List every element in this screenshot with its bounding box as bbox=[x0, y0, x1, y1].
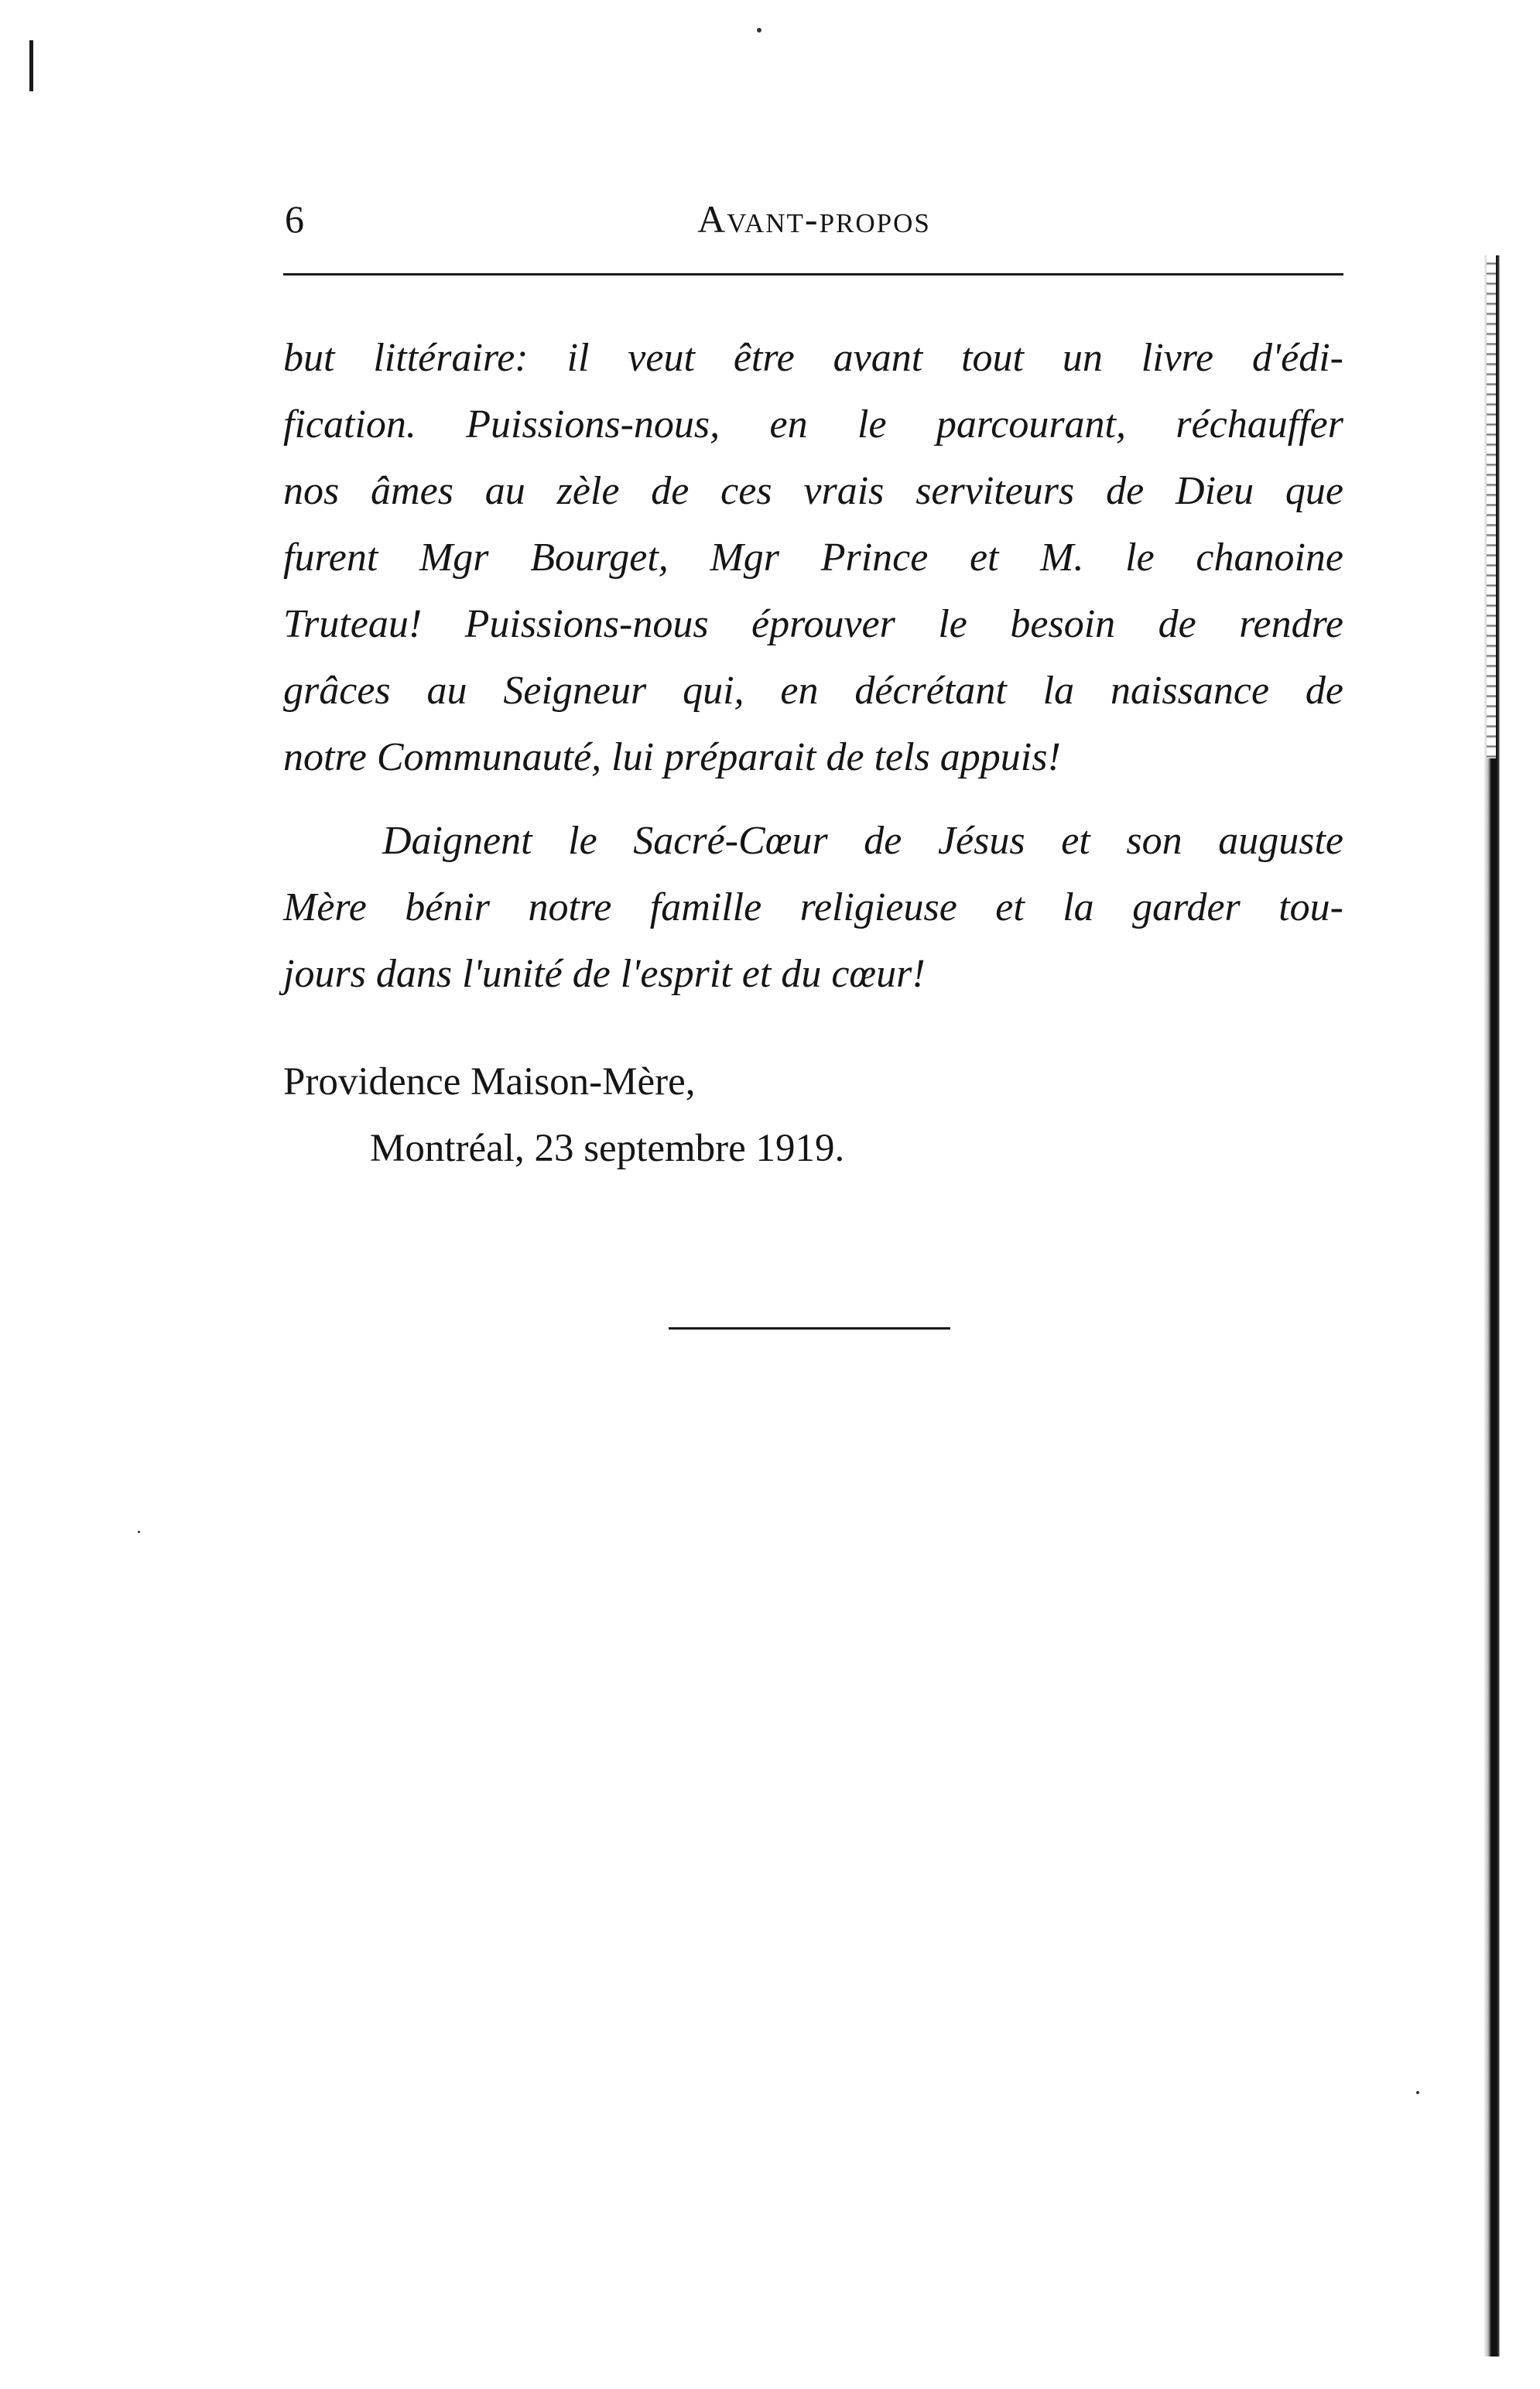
text-line: furent Mgr Bourget, Mgr Prince et M. le chanoine bbox=[283, 536, 1343, 580]
scan-speck bbox=[138, 1531, 140, 1533]
text-line: fication. Puissions-nous, en le parcourant, réchauffer bbox=[283, 402, 1343, 447]
text-line: notre Communauté, lui préparait de tels appuis! bbox=[283, 735, 1061, 779]
scan-right-edge-noise bbox=[1487, 255, 1496, 758]
text-line: but littéraire: il veut être avant tout un livre d'édi- bbox=[283, 336, 1343, 380]
signature-date: Montréal, 23 septembre 1919. bbox=[370, 1127, 845, 1170]
page-header bbox=[285, 192, 1343, 246]
body-text bbox=[283, 325, 1343, 1008]
end-rule bbox=[669, 1327, 950, 1330]
signature-place: Providence Maison-Mère, bbox=[283, 1060, 696, 1104]
paragraph-2 bbox=[283, 808, 1343, 1008]
page-number: 6 bbox=[285, 197, 304, 241]
paragraph-1 bbox=[283, 325, 1343, 791]
signature-block bbox=[283, 1049, 1343, 1182]
paragraph-gap bbox=[283, 791, 1343, 808]
scan-speck bbox=[1416, 2091, 1419, 2094]
text-line: jours dans l'unité de l'esprit et du cœur! bbox=[283, 952, 926, 996]
scan-margin-mark bbox=[29, 40, 33, 91]
text-line: Daignent le Sacré-Cœur de Jésus et son auguste bbox=[382, 819, 1343, 863]
text-line: grâces au Seigneur qui, en décrétant la naissance de bbox=[283, 669, 1343, 713]
header-rule bbox=[283, 273, 1343, 276]
text-line: Truteau! Puissions-nous éprouver le besoin de rendre bbox=[283, 602, 1343, 646]
text-line: Mère bénir notre famille religieuse et la garder tou- bbox=[283, 885, 1343, 929]
scan-speck bbox=[757, 28, 761, 33]
text-line: nos âmes au zèle de ces vrais serviteurs de Dieu que bbox=[283, 469, 1343, 513]
running-title: Avant-propos bbox=[697, 197, 931, 241]
